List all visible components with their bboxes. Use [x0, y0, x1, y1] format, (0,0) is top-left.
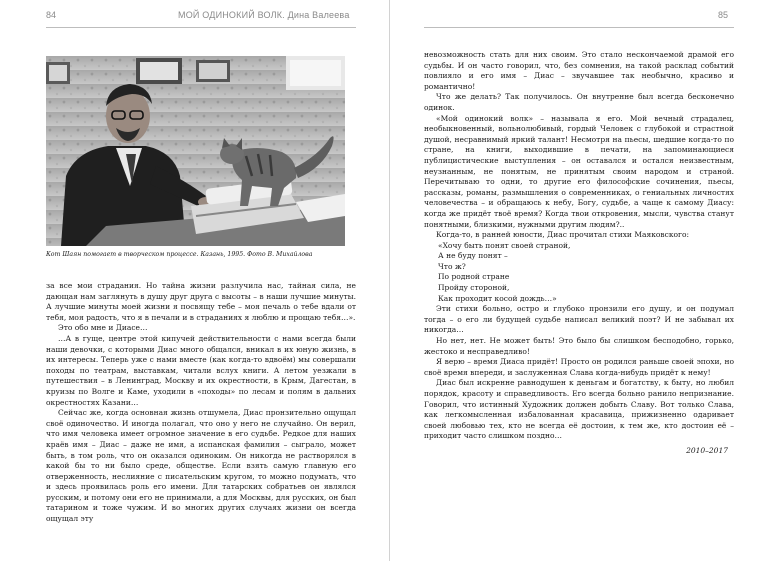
poem-line: «Хочу быть понят своей страной, — [438, 240, 571, 250]
right-body-text — [424, 50, 734, 457]
left-page-number: 84 — [46, 10, 57, 20]
right-page-number: 85 — [718, 10, 729, 20]
paragraph: Эти стихи больно, остро и глубоко пронзили его душу, и он подумал тогда – о его ли будущей судьбе написал великий поэт? И не забывал их никогда… — [424, 304, 734, 335]
paragraph: Что же делать? Так получилось. Он внутренне был всегда бесконечно одинок. — [424, 92, 734, 112]
poem-line: Как проходит косой дождь…» — [438, 293, 557, 303]
paragraph: «Мой одинокий волк» – называла я его. Мой вечный страдалец, необыкновенный, вольнолюбивый, гордый Человек с глубокой и страстной душой, несравнимый яркий талант! Несмотря на пьесы, шедшие когда-то по стране, на книги, выходившие в печати, на запоминающиеся публицистические выступления – он оставался и остался неизвестным, неузнанным, не понятым, не принятым своим народом и страной. Перечитываю то одни, то другие его философские сочинения, пьесы, рассказы, романы, размышления о современниках, о гениальных личностях человечества – и обращаюсь к небу, Богу, судьбе, а чаще к самому Диасу: когда же придёт твоё время? Когда твои откровения, мысли, чувства станут понятными, близкими, нужными другим людям?.. — [424, 113, 734, 229]
photo-caption: Кот Шаян помогает в творческом процессе. Казань, 1995. Фото В. Михайлова — [46, 251, 313, 258]
paragraph: за все мои страдания. Но тайна жизни разлучила нас, тайная сила, не дающая нам заглянуть в душу друг друга с высоты – в наши лучшие минуты. А лучшие минуты моей жизни я посвящу тебе – моя печаль о тебе вдали от тебя, моя радость, что я в печали и в страданиях я люблю и прощаю тебя…». — [46, 281, 356, 322]
left-header-rule — [46, 27, 356, 28]
paragraph: Это обо мне и Диасе… — [58, 323, 148, 333]
poem-line: А не буду понят – — [438, 251, 508, 261]
left-body-text — [46, 281, 356, 525]
photo-man-with-cat-at-typewriter — [46, 56, 345, 246]
date-signature: 2010–2017 — [686, 445, 728, 455]
paragraph: Диас был искренне равнодушен к деньгам и богатству, к быту, но любил порядок, красоту и справедливость. Его всегда больно ранило непризнание. Говорил, что истинный Художник должен добыть Славу. Вот только Слава, как легкомысленная избалованная красавица, прижизненно одаривает своей любовью тех, кто не всегда её достоин, к тем же, кто достоин её – приходит часто слишком поздно… — [424, 378, 734, 441]
paragraph: Но нет, нет. Не может быть! Это было бы слишком бесподобно, горько, жестоко и несправедливо! — [424, 336, 734, 356]
right-page — [390, 0, 780, 561]
paragraph: невозможность стать для них своим. Это стало нескончаемой драмой его судьбы. И он часто говорил, что, без сомнения, на такой расклад событий повлияло и его имя – Диас – звучавшее так необычно, красиво и романтично! — [424, 50, 734, 91]
paragraph: Когда-то, в ранней юности, Диас прочитал стихи Маяковского: — [436, 230, 690, 240]
left-running-head: МОЙ ОДИНОКИЙ ВОЛК. Дина Валеева — [178, 10, 350, 20]
paragraph: …А в гуще, центре этой кипучей действительности с нами всегда были наши девочки, с которыми Диас много общался, вникал в их юную жизнь, в их интересы. Теперь уже с нами вместе (как когда-то вдвоём) мы совершали походы по театрам, выставкам, читали вслух книги. А летом уезжали в путешествия – в Ленинград, Москву и их окрестности, в Крым, Дагестан, в круизы по Волге и Каме, уходили в «походы» по лесам и полям в дальних окрестностях Казани… — [46, 333, 356, 407]
paragraph: Я верю – время Диаса придёт! Просто он родился раньше своей эпохи, но своё время впереди, и заслуженная Слава когда-нибудь придёт к нему! — [424, 357, 734, 377]
poem-line: Что ж? — [438, 261, 466, 271]
right-header-rule — [424, 27, 734, 28]
poem-line: Пройду стороной, — [438, 283, 510, 293]
paragraph: Сейчас же, когда основная жизнь отшумела, Диас пронзительно ощущал своё одиночество. И иногда полагал, что оно у него не случайно. Он верил, что имя человека имеет огромное значение в его судьбе. Редкое для наших краёв имя – Диас – даже не имя, а испанская фамилия – сыграло, может быть, в том роль, что он оказался одиноким. Он никогда не растворялся в какой бы то ни было среде, обществе. Если взять самую главную его отверженность, неслияние с писательским кругом, то можно подумать, что и здесь проявилась роль его имени. Для татарских собратьев он являлся русским, и потому они его не принимали, а для Москвы, для русских, он был татарином и тоже чужим. И во многих других случаях жизни он всегда ощущал эту — [46, 408, 356, 524]
poem-line: По родной стране — [438, 272, 510, 282]
photo-illustration — [46, 56, 345, 246]
poem-quote — [438, 241, 734, 305]
